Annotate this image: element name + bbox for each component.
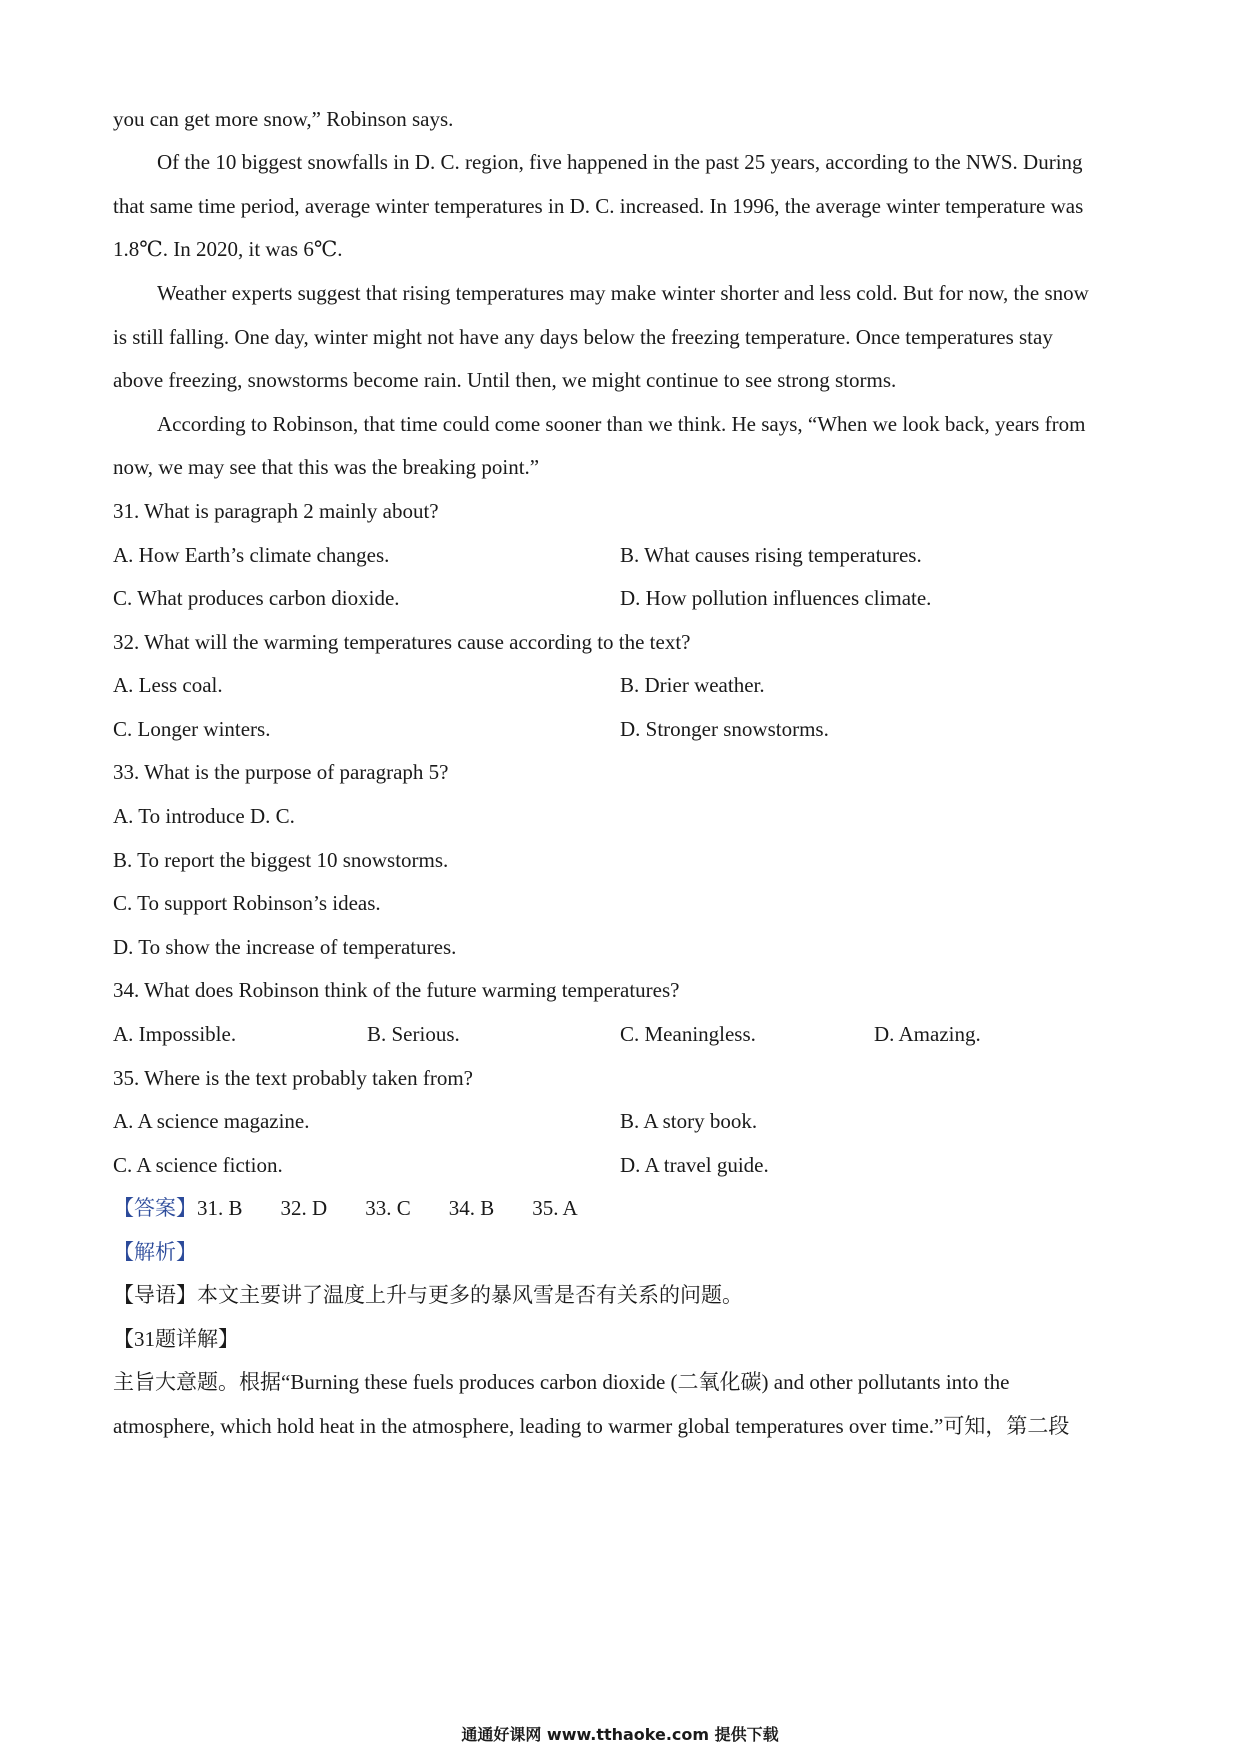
question-stem: 32. What will the warming temperatures cause according to the text?	[113, 630, 691, 654]
guide-text: 本文主要讲了温度上升与更多的暴风雪是否有关系的问题。	[197, 1283, 743, 1307]
option-b: B. A story book.	[620, 1109, 758, 1133]
answer-item: 32. D	[280, 1196, 328, 1220]
option-d: D. Stronger snowstorms.	[620, 717, 829, 741]
question-stem: 35. Where is the text probably taken from?	[113, 1066, 473, 1090]
guide-line	[113, 1282, 743, 1308]
page-footer: 通通好课网 www.tthaoke.com 提供下载	[461, 1725, 779, 1744]
option-b: B. Drier weather.	[620, 673, 765, 697]
option-a: A. Less coal.	[113, 673, 223, 697]
option-a: A. A science magazine.	[113, 1109, 310, 1133]
option-c: C. To support Robinson’s ideas.	[113, 891, 381, 915]
option-c: C. What produces carbon dioxide.	[113, 586, 400, 610]
option-b: B. Serious.	[367, 1022, 460, 1046]
option-c: C. Longer winters.	[113, 717, 271, 741]
option-c: C. Meaningless.	[620, 1022, 756, 1046]
option-b: B. To report the biggest 10 snowstorms.	[113, 848, 449, 872]
option-c: C. A science fiction.	[113, 1153, 283, 1177]
answer-item: 34. B	[448, 1196, 495, 1220]
answer-item: 33. C	[365, 1196, 411, 1220]
analysis-line: 主旨大意题。根据“Burning these fuels produces carbon dioxide (二氧化碳) and other pollutants into the	[113, 1370, 1010, 1394]
passage-line: that same time period, average winter temperatures in D. C. increased. In 1996, the average winter temperature was	[113, 194, 1084, 218]
analysis-label: 【解析】	[113, 1240, 197, 1264]
option-d: D. A travel guide.	[620, 1153, 769, 1177]
passage-line: Of the 10 biggest snowfalls in D. C. region, five happened in the past 25 years, according to the NWS. During	[157, 150, 1083, 174]
passage-line: Weather experts suggest that rising temperatures may make winter shorter and less cold. But for now, the snow	[157, 281, 1089, 305]
passage-line: is still falling. One day, winter might not have any days below the freezing temperature. Once temperatures stay	[113, 325, 1053, 349]
passage-line: now, we may see that this was the breaking point.”	[113, 455, 540, 479]
guide-label: 【导语】	[113, 1283, 197, 1307]
answer-item: 35. A	[532, 1196, 578, 1220]
answer-key	[113, 1195, 616, 1221]
option-a: A. How Earth’s climate changes.	[113, 543, 390, 567]
question-stem: 34. What does Robinson think of the future warming temperatures?	[113, 978, 680, 1002]
question-stem: 31. What is paragraph 2 mainly about?	[113, 499, 439, 523]
passage-line: you can get more snow,” Robinson says.	[113, 107, 454, 131]
passage-line: 1.8℃. In 2020, it was 6℃.	[113, 237, 343, 261]
question-stem: 33. What is the purpose of paragraph 5?	[113, 760, 449, 784]
answer-item: 31. B	[197, 1196, 243, 1220]
option-d: D. How pollution influences climate.	[620, 586, 932, 610]
option-a: A. Impossible.	[113, 1022, 237, 1046]
q31-detail-label: 【31题详解】	[113, 1327, 239, 1351]
option-a: A. To introduce D. C.	[113, 804, 295, 828]
analysis-line: atmosphere, which hold heat in the atmosphere, leading to warmer global temperatures over time.”可知，第二段	[113, 1414, 1070, 1438]
passage-line: above freezing, snowstorms become rain. Until then, we might continue to see strong storms.	[113, 368, 897, 392]
passage-line: According to Robinson, that time could come sooner than we think. He says, “When we look back, years from	[157, 412, 1086, 436]
answer-label: 【答案】	[113, 1196, 197, 1220]
option-b: B. What causes rising temperatures.	[620, 543, 922, 567]
option-d: D. To show the increase of temperatures.	[113, 935, 457, 959]
option-d: D. Amazing.	[874, 1022, 981, 1046]
